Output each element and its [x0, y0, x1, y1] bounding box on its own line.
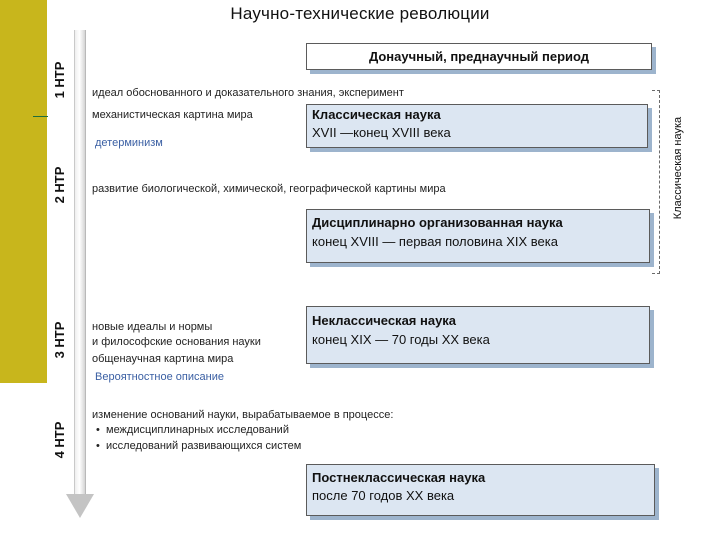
- ntr1-text-determinism: детерминизм: [95, 137, 163, 149]
- timeline-arrow-head: [66, 494, 94, 518]
- ntr4-list-item: • междисциплинарных исследований: [96, 424, 289, 436]
- ntr-label-3: 3 НТР: [52, 321, 67, 359]
- period-title: Постнеклассическая наука: [312, 470, 486, 485]
- period-title: Донаучный, преднаучный период: [368, 49, 590, 64]
- classical-science-bracket: [652, 90, 660, 274]
- period-subtitle: конец XIX — 70 годы XX века: [312, 332, 490, 347]
- ntr-label-1: 1 НТР: [52, 61, 67, 99]
- ntr-label-2: 2 НТР: [52, 166, 67, 204]
- classical-science-bracket-label: Классическая наука: [672, 116, 684, 220]
- ntr4-text-intro: изменение оснований науки, вырабатываемое в процессе:: [92, 409, 394, 421]
- ntr-label-4: 4 НТР: [52, 421, 67, 459]
- period-title: Дисциплинарно организованная наука: [312, 215, 563, 230]
- period-subtitle: конец XVIII — первая половина XIX века: [312, 234, 558, 249]
- ntr3-text-foundations: и философские основания науки: [92, 336, 261, 348]
- period-title: Неклассическая наука: [312, 313, 457, 328]
- period-box-classical: [306, 104, 648, 148]
- sidebar-strip: [0, 0, 47, 383]
- period-subtitle: после 70 годов XX века: [312, 488, 455, 503]
- timeline-arrow-shaft: [74, 30, 86, 496]
- period-box-nonclassical: [306, 306, 650, 364]
- ntr4-item-text: междисциплинарных исследований: [106, 424, 289, 436]
- ntr2-text-development: развитие биологической, химической, географической картины мира: [92, 183, 446, 195]
- ntr1-text-ideal: идеал обоснованного и доказательного знания, эксперимент: [92, 87, 404, 99]
- ntr4-list-item: • исследований развивающихся систем: [96, 440, 302, 452]
- period-title: Классическая наука: [312, 107, 441, 122]
- period-subtitle: XVII —конец XVIII века: [312, 125, 451, 140]
- ntr3-text-general-picture: общенаучная картина мира: [92, 353, 234, 365]
- sidebar-divider: [33, 116, 48, 117]
- period-box-disciplinary: [306, 209, 650, 263]
- ntr3-text-probabilistic: Вероятностное описание: [95, 371, 224, 383]
- period-box-postnonclassical: [306, 464, 655, 516]
- ntr4-item-text: исследований развивающихся систем: [106, 440, 302, 452]
- ntr3-text-ideals: новые идеалы и нормы: [92, 321, 213, 333]
- page-title: Научно-технические революции: [230, 4, 490, 23]
- period-box-prescientific: [306, 43, 652, 70]
- ntr1-text-mechanistic: механистическая картина мира: [92, 109, 253, 121]
